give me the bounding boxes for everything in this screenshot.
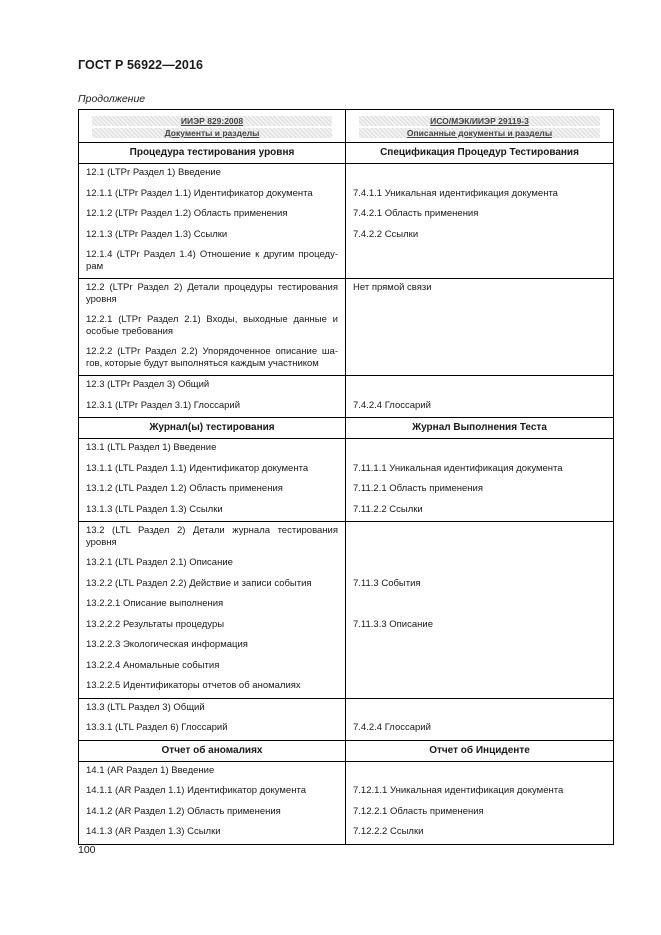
- table-row: [79, 164, 614, 185]
- ieee-clause-text: 12.1.2 (LTPr Раздел 1.2) Область применения: [86, 208, 288, 219]
- iso-clause-text: 7.12.2.2 Ссылки: [353, 826, 424, 837]
- table-cell-left: [79, 575, 346, 596]
- table-row: [79, 636, 614, 657]
- table-cell-left: [79, 657, 346, 678]
- iso-clause-text: 7.4.2.2 Ссылки: [353, 228, 419, 240]
- table-row: [79, 376, 614, 397]
- section-title-left: Процедура тестирования уровня: [79, 143, 346, 164]
- table-row: [79, 677, 614, 698]
- table-row: [79, 480, 614, 501]
- ieee-clause-text: 13.1.1 (LTL Раздел 1.1) Идентификатор документа: [86, 462, 309, 474]
- column-header-ieee: [79, 110, 346, 143]
- section-title-left: Журнал(ы) тестирования: [79, 418, 346, 439]
- table-cell-left: [79, 554, 346, 575]
- section-title-right: Журнал Выполнения Теста: [346, 418, 614, 439]
- table-row: [79, 246, 614, 279]
- table-row: [79, 698, 614, 719]
- table-cell-right: [346, 823, 614, 844]
- iso-clause-text: 7.4.2.1 Область применения: [353, 208, 479, 219]
- iso-clause-text: 7.11.1.1 Уникальная идентификация документа: [353, 462, 563, 474]
- table-row: [79, 439, 614, 460]
- column-header-iso-title: ИСО/МЭК/ИИЭР 29119-3: [359, 116, 600, 126]
- ieee-clause-text: 12.2 (LTPr Раздел 2) Детали процедуры тестирования уровня: [86, 282, 338, 305]
- section-title-right: Отчет об Инциденте: [346, 740, 614, 761]
- iso-clause-text: [353, 657, 606, 660]
- mapping-table: [78, 109, 614, 845]
- iso-clause-text: [353, 439, 606, 442]
- iso-clause-text: [353, 677, 606, 680]
- table-cell-right: [346, 246, 614, 279]
- table-cell-left: [79, 376, 346, 397]
- iso-clause-text: 7.4.2.4 Глоссарий: [353, 722, 431, 733]
- table-cell-left: [79, 185, 346, 206]
- section-title-left: Отчет об аномалиях: [79, 740, 346, 761]
- table-cell-right: [346, 185, 614, 206]
- table-row: [79, 657, 614, 678]
- table-cell-right: [346, 311, 614, 343]
- iso-clause-text: [353, 636, 606, 639]
- table-cell-left: [79, 522, 346, 555]
- ieee-clause-text: 13.2.2.2 Результаты процедуры: [86, 618, 225, 630]
- table-cell-right: [346, 575, 614, 596]
- table-cell-right: [346, 397, 614, 418]
- iso-clause-text: [353, 554, 606, 557]
- iso-clause-text: 7.12.2.1 Область применения: [353, 805, 484, 817]
- table-cell-left: [79, 761, 346, 782]
- table-row: [79, 554, 614, 575]
- ieee-clause-text: 14.1.2 (AR Раздел 1.2) Область применения: [86, 805, 281, 817]
- ieee-clause-text: 12.3.1 (LTPr Раздел 3.1) Глоссарий: [86, 399, 241, 411]
- table-cell-left: [79, 279, 346, 312]
- ieee-clause-text: 13.1 (LTL Раздел 1) Введение: [86, 442, 217, 453]
- table-cell-left: [79, 439, 346, 460]
- column-header-iso: [346, 110, 614, 143]
- table-cell-left: [79, 397, 346, 418]
- ieee-clause-text: 13.2.2.3 Экологическая информация: [86, 639, 248, 650]
- section-title-right: Спецификация Процедур Тестирования: [346, 143, 614, 164]
- table-row: [79, 205, 614, 226]
- table-cell-left: [79, 205, 346, 226]
- page-number: 100: [78, 844, 96, 856]
- table-cell-left: [79, 616, 346, 637]
- column-header-ieee-subtitle: Документы и разделы: [92, 128, 332, 138]
- column-header-iso-subtitle: Описанные документы и разделы: [359, 128, 600, 138]
- iso-clause-text: [353, 311, 606, 314]
- ieee-clause-text: 13.2.2 (LTL Раздел 2.2) Действие и записи события: [86, 577, 312, 589]
- table-row: [79, 460, 614, 481]
- table-cell-right: [346, 376, 614, 397]
- table-cell-right: [346, 698, 614, 719]
- ieee-clause-text: 14.1.3 (AR Раздел 1.3) Ссылки: [86, 826, 221, 837]
- ieee-clause-text: 12.3 (LTPr Раздел 3) Общий: [86, 379, 210, 390]
- table-row: [79, 803, 614, 824]
- table-cell-right: [346, 616, 614, 637]
- iso-clause-text: [353, 376, 606, 379]
- table-cell-right: [346, 480, 614, 501]
- table-row: [79, 616, 614, 637]
- ieee-clause-text: 12.2.1 (LTPr Раздел 2.1) Входы, выходные данные и особые требования: [86, 314, 338, 337]
- ieee-clause-text: 13.2.2.4 Аномальные события: [86, 659, 220, 671]
- ieee-clause-text: 12.1.3 (LTPr Раздел 1.3) Ссылки: [86, 228, 228, 240]
- table-cell-right: [346, 460, 614, 481]
- table-cell-left: [79, 782, 346, 803]
- ieee-clause-text: 14.1 (AR Раздел 1) Введение: [86, 764, 215, 776]
- table-cell-right: [346, 595, 614, 616]
- table-row: [79, 279, 614, 312]
- iso-clause-text: 7.11.3.3 Описание: [353, 618, 433, 630]
- table-row: [79, 782, 614, 803]
- table-cell-left: [79, 480, 346, 501]
- iso-clause-text: 7.4.2.4 Глоссарий: [353, 399, 431, 411]
- table-row: [79, 226, 614, 247]
- table-cell-right: [346, 205, 614, 226]
- table-cell-left: [79, 595, 346, 616]
- table-header-row: [79, 110, 614, 143]
- table-cell-right: [346, 657, 614, 678]
- table-cell-left: [79, 677, 346, 698]
- iso-clause-text: [353, 762, 606, 765]
- table-cell-right: [346, 677, 614, 698]
- document-id: ГОСТ Р 56922—2016: [78, 58, 204, 72]
- ieee-clause-text: 12.1.1 (LTPr Раздел 1.1) Идентификатор документа: [86, 187, 313, 199]
- table-row: [79, 343, 614, 376]
- iso-clause-text: [353, 246, 606, 249]
- ieee-clause-text: 14.1.1 (AR Раздел 1.1) Идентификатор документа: [86, 785, 306, 796]
- table-cell-left: [79, 636, 346, 657]
- section-header-row: [79, 143, 614, 164]
- table-row: [79, 595, 614, 616]
- table-row: [79, 761, 614, 782]
- ieee-clause-text: 13.2.2.5 Идентификаторы отчетов об аномалиях: [86, 680, 301, 691]
- table-cell-left: [79, 823, 346, 844]
- iso-clause-text: [353, 522, 606, 525]
- table-cell-right: [346, 522, 614, 555]
- table-cell-right: [346, 761, 614, 782]
- table-row: [79, 522, 614, 555]
- table-cell-left: [79, 501, 346, 522]
- section-header-row: [79, 740, 614, 761]
- table-row: [79, 185, 614, 206]
- iso-clause-text: 7.12.1.1 Уникальная идентификация документа: [353, 785, 564, 796]
- iso-clause-text: [353, 595, 606, 598]
- ieee-clause-text: 13.1.3 (LTL Раздел 1.3) Ссылки: [86, 503, 223, 515]
- table-row: [79, 501, 614, 522]
- table-cell-right: [346, 343, 614, 376]
- ieee-clause-text: 13.2.2.1 Описание выполнения: [86, 598, 224, 609]
- iso-clause-text: 7.4.1.1 Уникальная идентификация документа: [353, 187, 558, 199]
- ieee-clause-text: 13.3 (LTL Раздел 3) Общий: [86, 701, 205, 713]
- ieee-clause-text: 12.1 (LTPr Раздел 1) Введение: [86, 167, 221, 178]
- table-cell-left: [79, 164, 346, 185]
- table-cell-left: [79, 246, 346, 279]
- ieee-clause-text: 13.3.1 (LTL Раздел 6) Глоссарий: [86, 722, 228, 733]
- table-cell-left: [79, 343, 346, 376]
- ieee-clause-text: 13.2 (LTL Раздел 2) Детали журнала тестирования уровня: [86, 525, 338, 548]
- table-cell-right: [346, 554, 614, 575]
- table-cell-right: [346, 719, 614, 740]
- table-row: [79, 311, 614, 343]
- ieee-clause-text: 13.2.1 (LTL Раздел 2.1) Описание: [86, 557, 233, 568]
- table-cell-left: [79, 698, 346, 719]
- table-cell-right: [346, 803, 614, 824]
- table-cell-left: [79, 719, 346, 740]
- iso-clause-text: 7.11.2.2 Ссылки: [353, 503, 423, 515]
- ieee-clause-text: 12.1.4 (LTPr Раздел 1.4) Отношение к другим процеду-рам: [86, 249, 338, 272]
- table-cell-right: [346, 782, 614, 803]
- table-cell-left: [79, 311, 346, 343]
- iso-clause-text: [353, 164, 606, 167]
- table-cell-left: [79, 226, 346, 247]
- iso-clause-text: 7.11.2.1 Область применения: [353, 483, 483, 494]
- ieee-clause-text: 13.1.2 (LTL Раздел 1.2) Область применения: [86, 483, 283, 494]
- iso-clause-text: Нет прямой связи: [353, 282, 432, 293]
- iso-clause-text: [353, 699, 606, 702]
- iso-clause-text: [353, 343, 606, 346]
- table-row: [79, 575, 614, 596]
- table-cell-right: [346, 279, 614, 312]
- ieee-clause-text: 12.2.2 (LTPr Раздел 2.2) Упорядоченное описание ша-гов, которые будут выполняться каждым участником: [86, 346, 338, 369]
- table-cell-right: [346, 439, 614, 460]
- continuation-label: Продолжение: [78, 93, 146, 105]
- table-cell-right: [346, 164, 614, 185]
- table-row: [79, 719, 614, 740]
- table-row: [79, 397, 614, 418]
- table-cell-right: [346, 636, 614, 657]
- table-row: [79, 823, 614, 844]
- section-header-row: [79, 418, 614, 439]
- table-cell-left: [79, 460, 346, 481]
- table-cell-right: [346, 226, 614, 247]
- iso-clause-text: 7.11.3 События: [353, 577, 421, 589]
- table-cell-right: [346, 501, 614, 522]
- column-header-ieee-title: ИИЭР 829:2008: [92, 116, 332, 126]
- table-cell-left: [79, 803, 346, 824]
